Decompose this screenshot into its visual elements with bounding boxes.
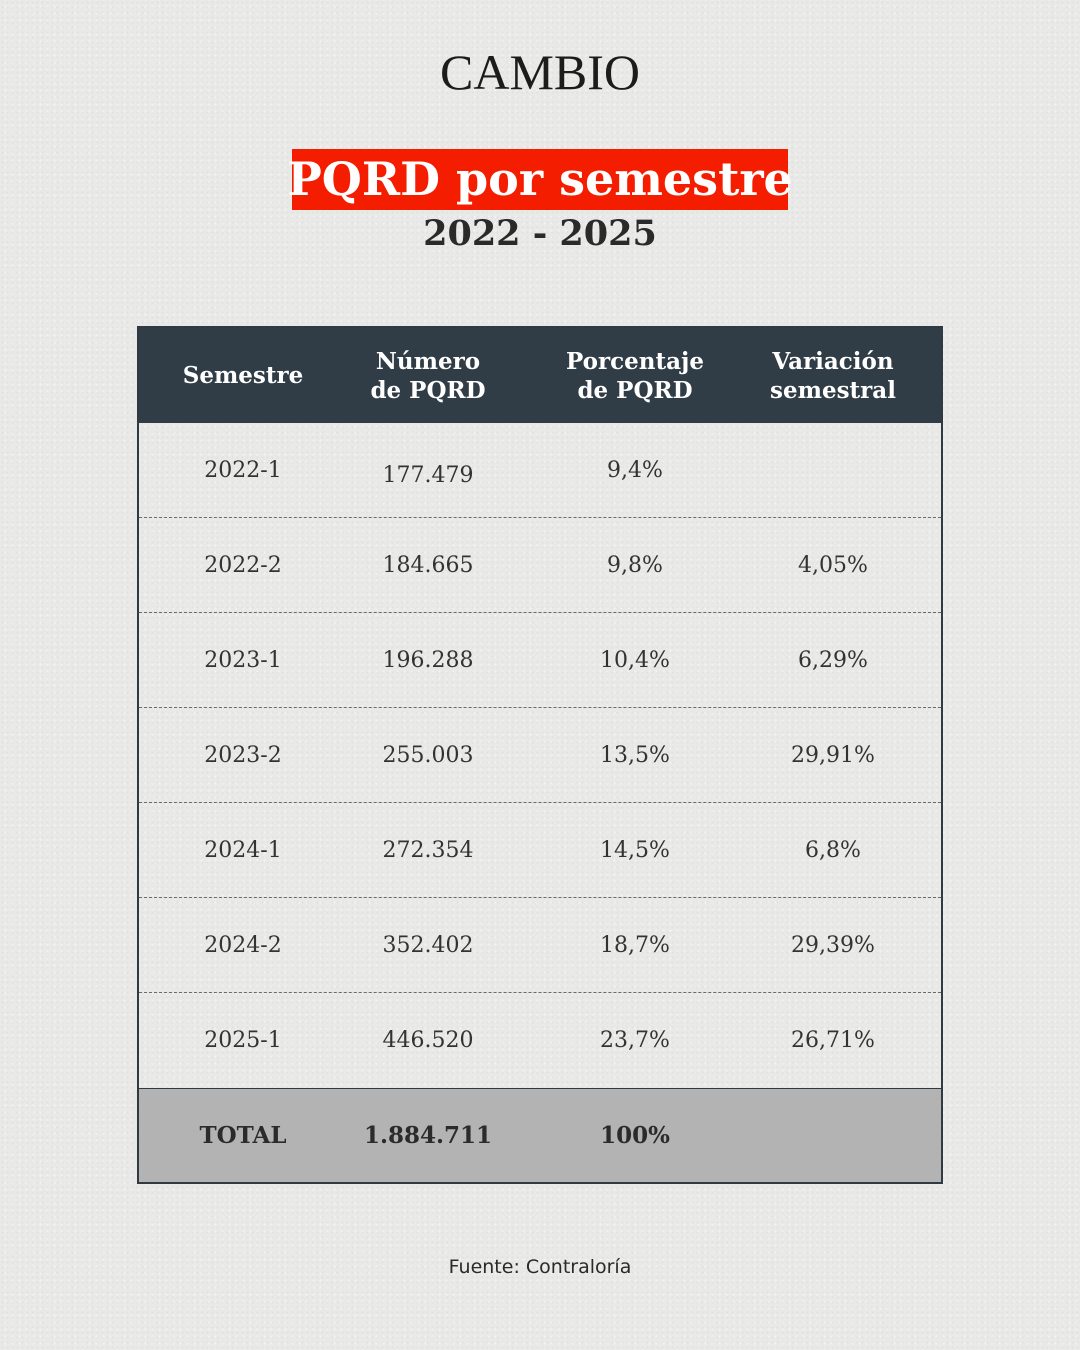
cell-semestre: 2025-1: [204, 1028, 282, 1053]
cell-porcentaje: 18,7%: [600, 932, 670, 958]
cell-porcentaje: 14,5%: [600, 837, 670, 863]
cell-semestre: 2022-2: [204, 552, 282, 578]
cell-porcentaje: 9,4%: [607, 457, 663, 483]
pqrd-table: [137, 326, 943, 1184]
column-header-numero: Número de PQRD: [370, 347, 486, 404]
page-subtitle: 2022 - 2025: [423, 213, 657, 254]
table-row: [139, 613, 941, 708]
cell-numero: 272.354: [382, 837, 474, 863]
cell-numero: 255.003: [382, 742, 474, 768]
cell-numero: 196.288: [382, 647, 474, 673]
cell-semestre: 2023-2: [204, 742, 282, 768]
cell-semestre: 2023-1: [204, 647, 282, 673]
cell-variacion: 6,8%: [805, 837, 861, 863]
table-row: [139, 898, 941, 993]
table-header: [139, 328, 941, 423]
table-row: [139, 708, 941, 803]
cell-variacion: 29,91%: [791, 742, 875, 768]
table-row: [139, 803, 941, 898]
cell-variacion: 29,39%: [791, 932, 875, 958]
cell-semestre: 2022-1: [204, 457, 282, 483]
cambio-logo: CAMBIO: [439, 44, 641, 100]
source-note: Fuente: Contraloría: [448, 1256, 632, 1278]
cell-porcentaje: 10,4%: [600, 647, 670, 673]
total-row: [139, 1088, 941, 1182]
cell-numero: 446.520: [382, 1028, 474, 1053]
cell-porcentaje: 23,7%: [600, 1028, 670, 1053]
cell-semestre: 2024-2: [204, 932, 282, 958]
column-header-semestre: Semestre: [182, 362, 304, 389]
title-banner: [287, 149, 793, 210]
total-label: TOTAL: [199, 1122, 287, 1149]
cell-numero: 177.479: [382, 462, 474, 488]
table-row: [139, 993, 941, 1088]
cell-variacion: 4,05%: [798, 552, 868, 578]
cell-numero: 184.665: [382, 552, 474, 578]
table-row: [139, 423, 941, 518]
cell-variacion: 6,29%: [798, 647, 868, 673]
column-header-porcentaje: Porcentaje de PQRD: [566, 347, 704, 404]
total-numero: 1.884.711: [363, 1122, 493, 1149]
cell-numero: 352.402: [382, 932, 474, 958]
table-row: [139, 518, 941, 613]
cell-porcentaje: 13,5%: [600, 742, 670, 768]
column-header-variacion: Variación semestral: [770, 347, 896, 404]
cell-porcentaje: 9,8%: [607, 552, 663, 578]
total-porcentaje: 100%: [600, 1122, 670, 1149]
cell-variacion: 26,71%: [791, 1028, 875, 1053]
cell-semestre: 2024-1: [204, 837, 282, 863]
page-title: PQRD por semestre: [287, 152, 793, 206]
